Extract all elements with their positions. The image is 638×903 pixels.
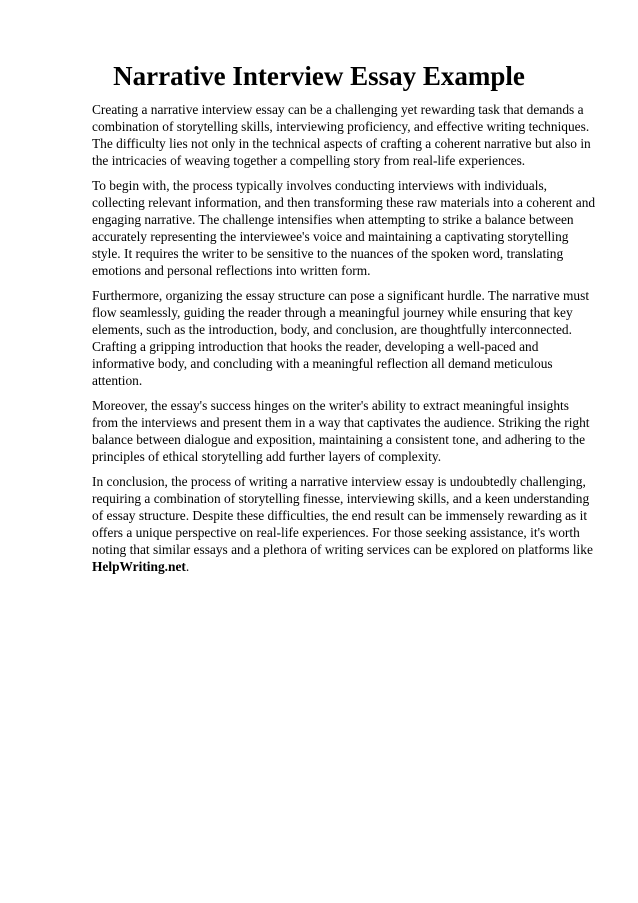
paragraph-structure: Furthermore, organizing the essay structure can pose a significant hurdle. The narrative must flow seamlessly, guiding the reader through a meaningful journey while ensuring that key elements, such as the introduction, body, and conclusion, are thoughtfully interconnected. Crafting a gripping introduction that hooks the reader, developing a well-paced and informative body, and concluding with a meaningful reflection all demand meticulous attention. [92, 288, 590, 388]
paragraph-intro: Creating a narrative interview essay can be a challenging yet rewarding task that demands a combination of storytelling skills, interviewing proficiency, and effective writing techniques. The difficulty lies not only in the technical aspects of crafting a coherent narrative but also in the intricacies of weaving together a compelling story from real-life experiences. [92, 102, 591, 168]
page-title: Narrative Interview Essay Example [113, 61, 525, 91]
document-body [92, 101, 598, 583]
helpwriting-link[interactable]: HelpWriting.net [92, 559, 186, 574]
conclusion-text: In conclusion, the process of writing a narrative interview essay is undoubtedly challenging, requiring a combination of storytelling finesse, interviewing skills, and a keen understanding of essay structure. Despite these difficulties, the end result can be immensely rewarding as it offers a unique perspective on real-life experiences. For those seeking assistance, it's worth noting that similar essays and a plethora of writing services can be explored on platforms like [92, 474, 593, 557]
link-period: . [185, 559, 190, 574]
paragraph-success: Moreover, the essay's success hinges on the writer's ability to extract meaningful insights from the interviews and present them in a way that captivates the audience. Striking the right balance between dialogue and exposition, maintaining a consistent tone, and adhering to the principles of ethical storytelling add further layers of complexity. [92, 398, 590, 464]
paragraph-conclusion [92, 473, 598, 575]
paragraph-process: To begin with, the process typically involves conducting interviews with individuals, collecting relevant information, and then transforming these raw materials into a coherent and engaging narrative. The challenge intensifies when attempting to strike a balance between accurately representing the interviewee's voice and maintaining a captivating storytelling style. It requires the writer to be sensitive to the nuances of the spoken word, translating emotions and personal reflections into written form. [92, 178, 596, 278]
